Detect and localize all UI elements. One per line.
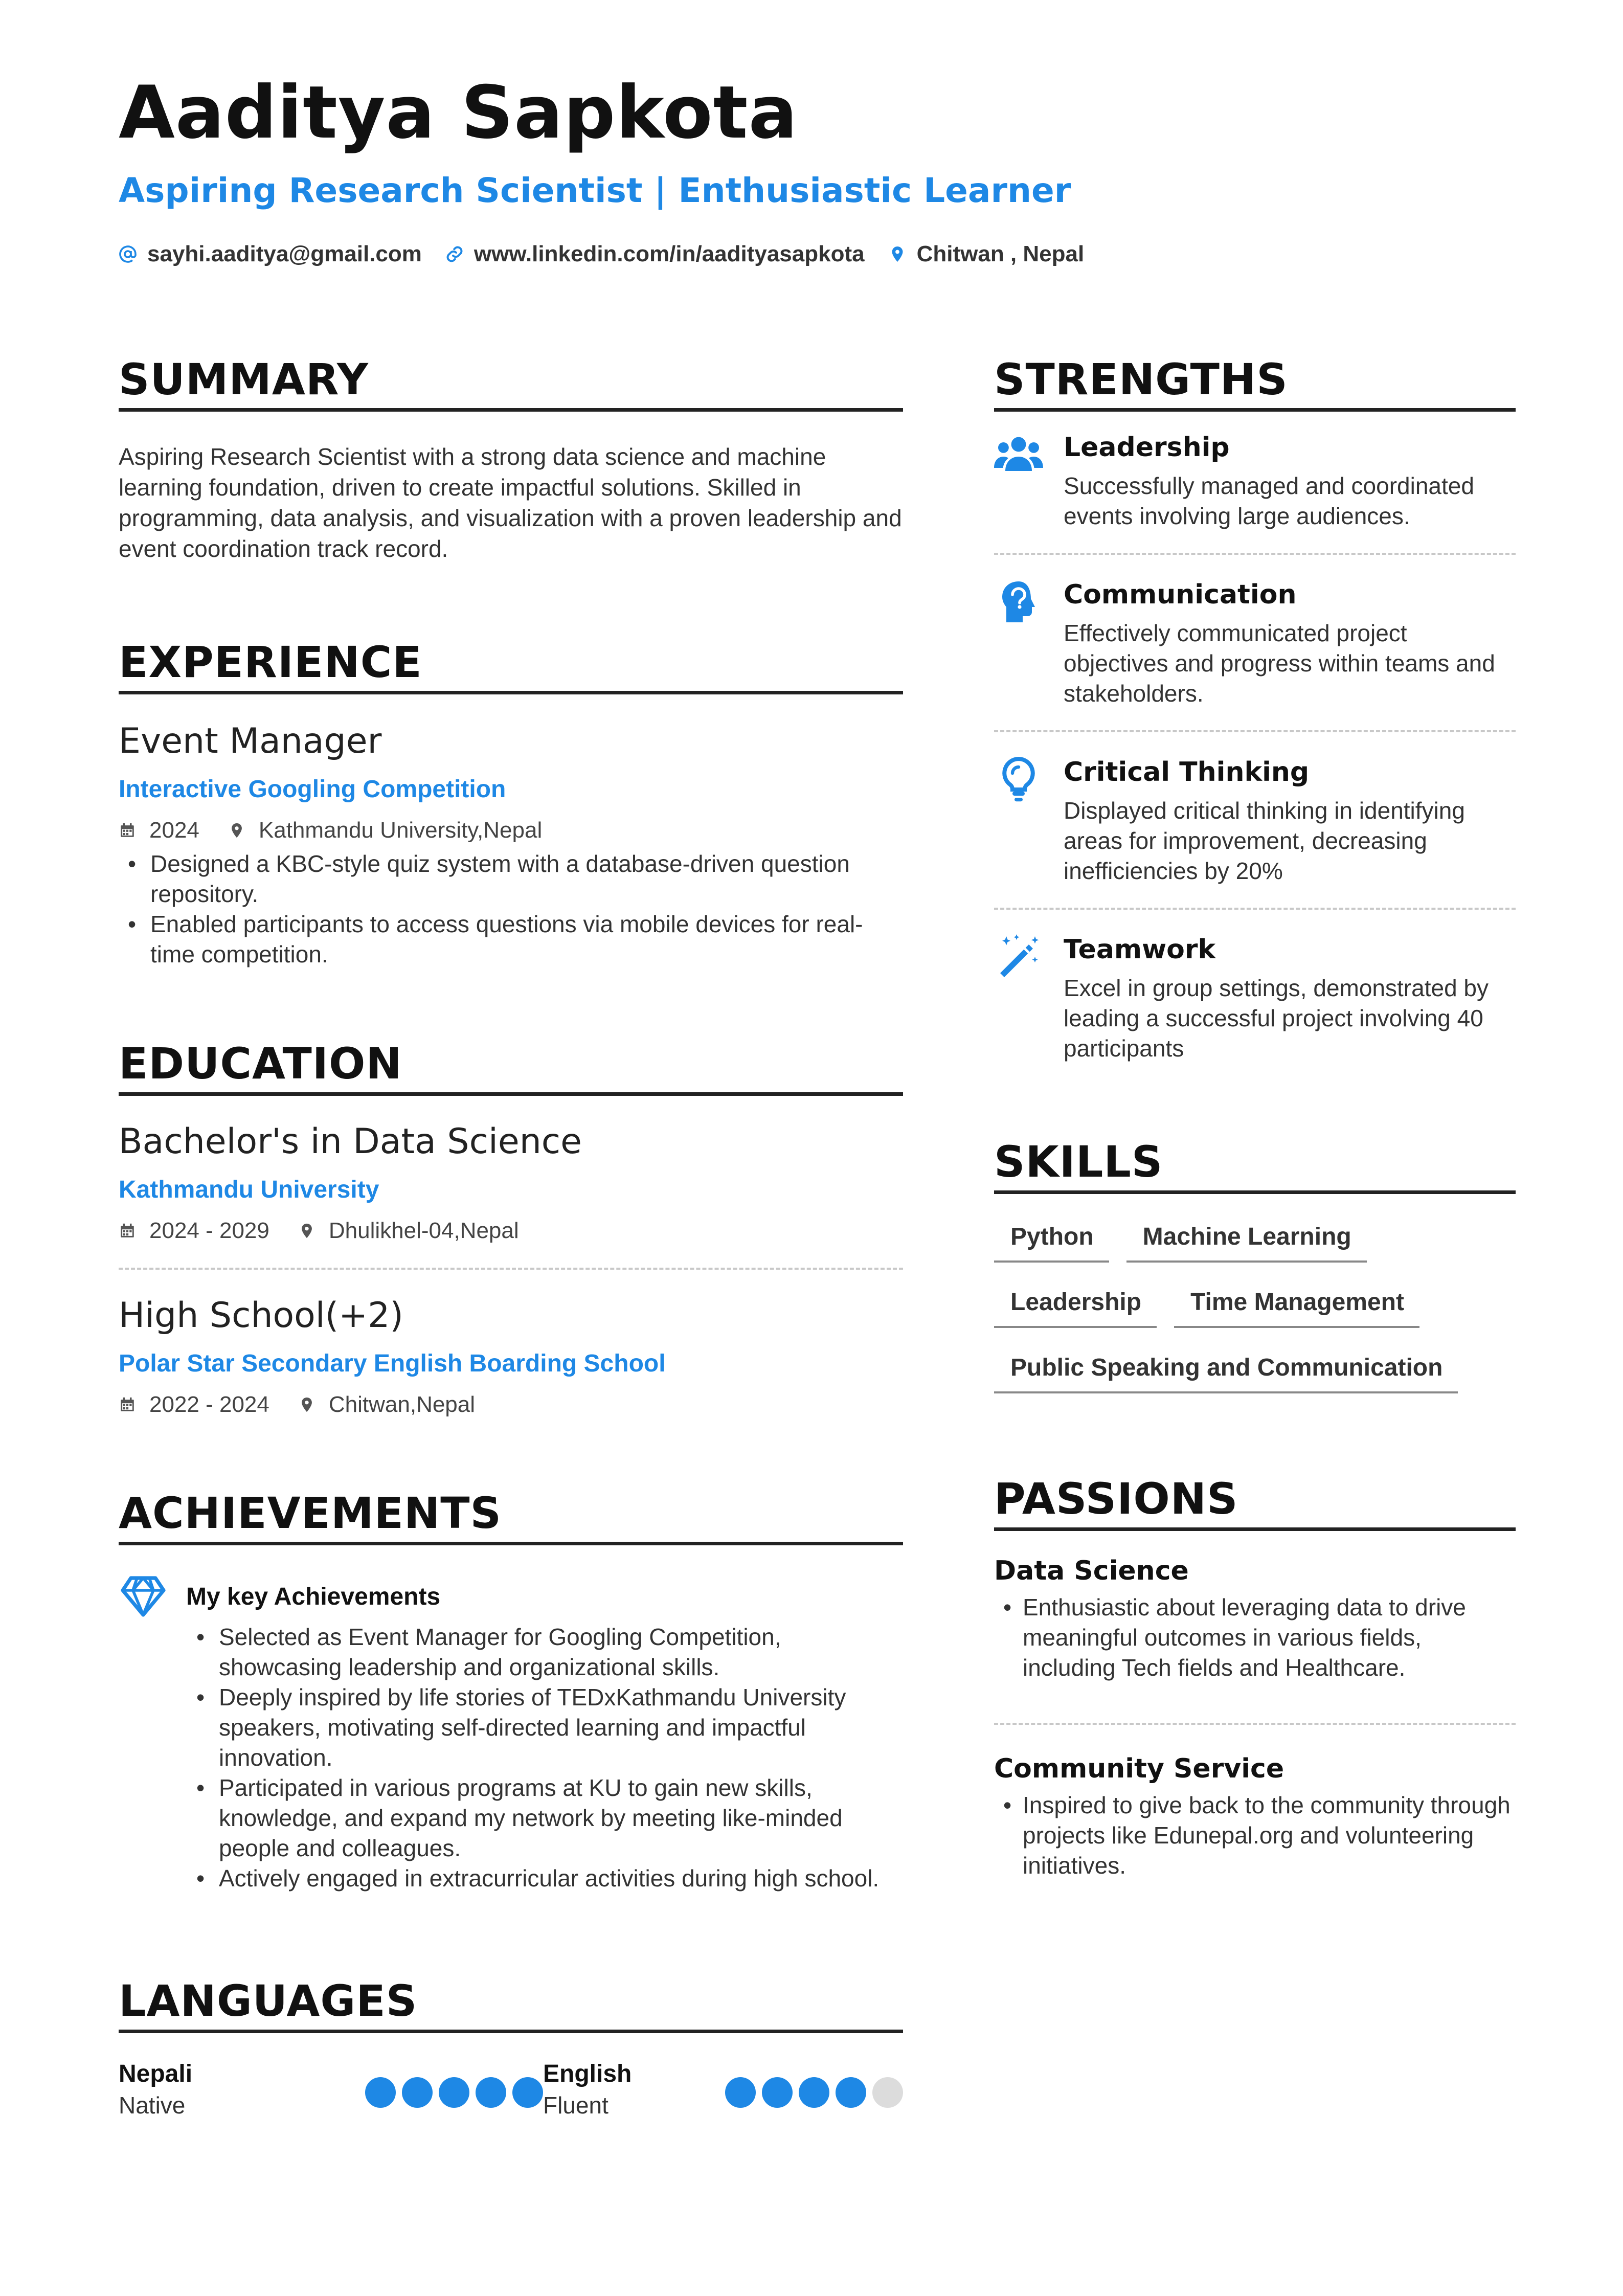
divider [119,1268,903,1270]
education-item [119,1121,903,1243]
achievements-section [119,1488,903,1894]
education-location: Dhulikhel-04,Nepal [328,1218,519,1243]
list-item: • Actively engaged in extracurricular activities during high school. [187,1863,903,1894]
rating-dot-filled [512,2077,543,2108]
passion-bullets [994,1592,1516,1683]
strength-title: Communication [1064,579,1297,610]
location-pin-icon [228,822,245,839]
link-icon [445,245,464,263]
strength-description: Excel in group settings, demonstrated by leading a successful project involving 40 participants [1064,975,1489,1062]
experience-title: EXPERIENCE [119,641,903,694]
location-text: Chitwan , Nepal [916,241,1085,266]
language-name: English [543,2060,632,2087]
lightbulb-icon [994,755,1043,804]
job-bullets [119,849,903,970]
linkedin-text: www.linkedin.com/in/aadityasapkota [474,241,865,266]
contact-email[interactable] [119,241,422,267]
contact-bar [119,241,1108,267]
skills-list [994,1225,1516,1421]
rating-dot-filled [762,2077,793,2108]
language-list [119,2062,903,2117]
degree-title: Bachelor's in Data Science [119,1121,582,1162]
right-column [994,354,1516,1881]
rating-dot-filled [439,2077,469,2108]
contact-linkedin[interactable] [445,241,865,267]
skills-section [994,1137,1516,1421]
language-name: Nepali [119,2060,193,2087]
rating-dot-filled [836,2077,866,2108]
achievement-bullets [187,1622,903,1894]
summary-text: Aspiring Research Scientist with a strong data science and machine learning foundation, driven to create impactful solutions. Skilled in programming, data analysis, and visualization with a proven leadership and event coordination track record. [119,443,902,562]
strength-description: Displayed critical thinking in identifying areas for improvement, decreasing inefficiencies by 20% [1064,797,1465,884]
calendar-icon [119,822,136,839]
languages-title: LANGUAGES [119,1979,903,2033]
strength-title: Teamwork [1064,934,1216,965]
experience-section [119,637,903,970]
list-item: • Selected as Event Manager for Googling Competition, showcasing leadership and organizational skills. [187,1622,903,1682]
location-pin-icon [298,1396,315,1413]
passion-title: Data Science [994,1556,1189,1586]
skills-title: SKILLS [994,1140,1516,1194]
candidate-name: Aaditya Sapkota [119,71,798,155]
skill-tag: Leadership [994,1290,1157,1328]
skill-tag: Machine Learning [1126,1225,1367,1263]
divider [994,1723,1516,1725]
candidate-tagline: Aspiring Research Scientist | Enthusiastic Learner [119,171,1071,210]
passion-item [994,1755,1516,1881]
passions-section [994,1474,1516,1881]
list-item: • Participated in various programs at KU to gain new skills, knowledge, and expand my network by meeting like-minded people and colleagues. [187,1773,903,1863]
language-rating [719,2077,903,2108]
education-section [119,1039,903,1417]
experience-item [119,721,903,970]
strength-title: Critical Thinking [1064,757,1310,787]
rating-dot-filled [476,2077,506,2108]
divider [994,730,1516,732]
education-location: Chitwan,Nepal [328,1392,476,1417]
skill-tag: Python [994,1225,1109,1263]
summary-title: SUMMARY [119,358,903,412]
education-meta [119,1220,903,1242]
education-title: EDUCATION [119,1042,903,1096]
left-column [119,354,903,2119]
passion-item [994,1558,1516,1683]
passion-bullets [994,1790,1516,1881]
head-icon [994,577,1043,626]
education-meta [119,1393,903,1416]
rating-dot-filled [365,2077,396,2108]
job-date: 2024 [149,818,199,843]
calendar-icon [119,1222,136,1240]
skill-tag: Time Management [1174,1290,1419,1328]
language-rating [359,2077,543,2108]
list-item: • Enthusiastic about leveraging data to drive meaningful outcomes in various fields, including Tech fields and Healthcare. [994,1592,1516,1683]
job-organization: Interactive Googling Competition [119,776,506,803]
job-location: Kathmandu University,Nepal [258,818,543,843]
rating-dot-empty [872,2077,903,2108]
list-item: • Deeply inspired by life stories of TEDxKathmandu University speakers, motivating self-directed learning and impactful innovation. [187,1682,903,1773]
rating-dot-filled [402,2077,433,2108]
list-item: • Enabled participants to access questions via mobile devices for real-time competition. [119,909,903,970]
magic-wand-icon [994,932,1043,981]
school-name: Polar Star Secondary English Boarding School [119,1350,666,1377]
passions-title: PASSIONS [994,1477,1516,1531]
email-text: sayhi.aaditya@gmail.com [147,241,422,266]
education-item [119,1295,903,1417]
strength-description: Effectively communicated project objectives and progress within teams and stakeholders. [1064,620,1495,707]
job-role: Event Manager [119,721,382,761]
education-date: 2022 - 2024 [149,1392,269,1417]
language-level: Native [119,2092,186,2119]
achievements-title: ACHIEVEMENTS [119,1492,903,1545]
strengths-section [994,354,1516,1064]
school-name: Kathmandu University [119,1176,379,1203]
users-icon [994,430,1043,479]
language-item [119,2062,543,2117]
degree-title: High School(+2) [119,1295,403,1336]
language-level: Fluent [543,2092,608,2119]
divider [994,553,1516,555]
diamond-icon [119,1572,168,1621]
strength-item [994,430,1516,531]
languages-section [119,1976,903,2119]
skill-tag: Public Speaking and Communication [994,1356,1458,1393]
passion-title: Community Service [994,1753,1284,1784]
strength-item [994,932,1516,1064]
achievements-heading [119,1572,903,1621]
divider [994,908,1516,910]
list-item: • Designed a KBC-style quiz system with a database-driven question repository. [119,849,903,909]
rating-dot-filled [725,2077,756,2108]
achievements-subheading: My key Achievements [186,1583,441,1610]
strength-title: Leadership [1064,432,1230,463]
location-pin-icon [298,1222,315,1240]
education-date: 2024 - 2029 [149,1218,269,1243]
job-meta [119,819,903,842]
strengths-title: STRENGTHS [994,358,1516,412]
location-pin-icon [888,245,907,263]
strength-description: Successfully managed and coordinated events involving large audiences. [1064,472,1474,529]
rating-dot-filled [799,2077,829,2108]
strength-item [994,577,1516,709]
list-item: • Inspired to give back to the community through projects like Edunepal.org and volunteering initiatives. [994,1790,1516,1881]
at-sign-icon [119,245,137,263]
language-item [543,2062,903,2117]
strength-item [994,755,1516,886]
calendar-icon [119,1396,136,1413]
contact-location [888,241,1085,267]
summary-section [119,354,903,564]
